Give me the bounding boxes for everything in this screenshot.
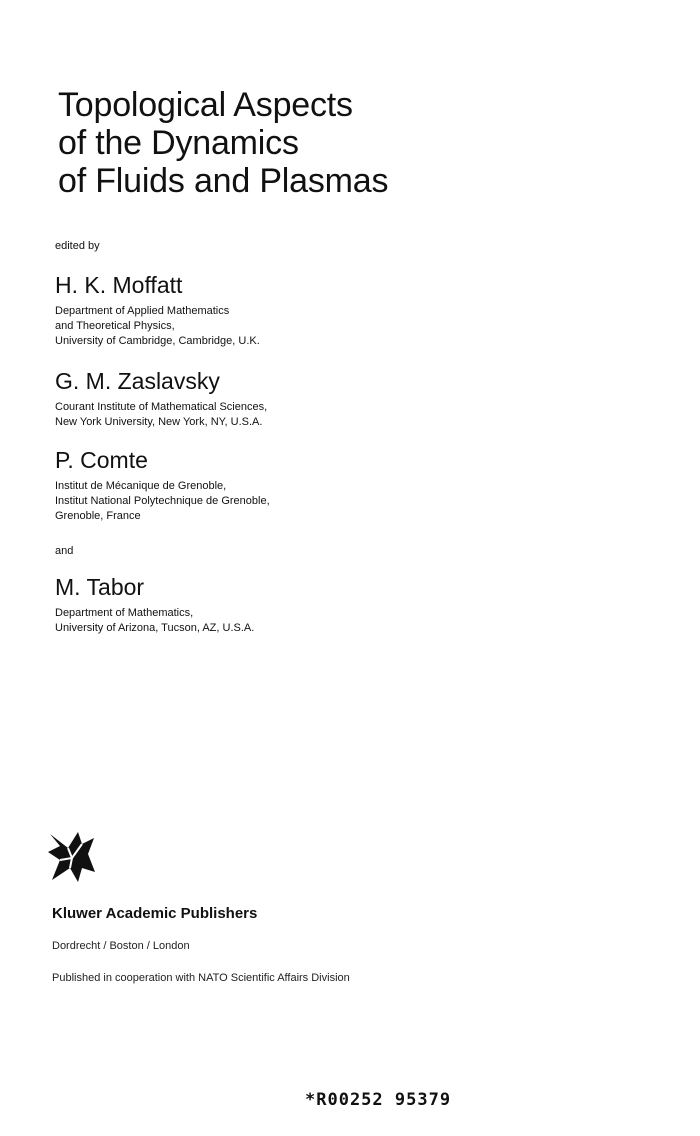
editor-tabor — [55, 574, 254, 636]
editor-zaslavsky — [55, 368, 267, 430]
affiliation-line: Courant Institute of Mathematical Sciences, — [55, 401, 268, 413]
publisher-logo-icon — [48, 832, 96, 882]
affiliation-line: Institut National Polytechnique de Grenoble, — [55, 495, 270, 507]
editor-affiliation — [55, 606, 254, 636]
title-line: Topological Aspects — [58, 86, 353, 124]
affiliation-line: New York University, New York, NY, U.S.A. — [55, 416, 263, 428]
edited-by-label: edited by — [55, 240, 100, 252]
title-line: of Fluids and Plasmas — [58, 162, 389, 200]
editor-name: G. M. Zaslavsky — [55, 368, 220, 394]
book-title — [58, 86, 388, 200]
editor-comte — [55, 447, 270, 524]
affiliation-line: University of Arizona, Tucson, AZ, U.S.A. — [55, 622, 255, 634]
editor-affiliation — [55, 400, 267, 430]
publisher-cities: Dordrecht / Boston / London — [52, 940, 190, 952]
editor-name: P. Comte — [55, 447, 148, 473]
affiliation-line: Grenoble, France — [55, 510, 141, 522]
affiliation-line: Department of Applied Mathematics — [55, 305, 230, 317]
affiliation-line: Institut de Mécanique de Grenoble, — [55, 480, 227, 492]
cooperation-note: Published in cooperation with NATO Scientific Affairs Division — [52, 972, 350, 984]
editor-name: H. K. Moffatt — [55, 272, 183, 298]
and-label: and — [55, 545, 74, 557]
editor-affiliation — [55, 479, 270, 524]
catalog-number: *R00252 95379 — [305, 1090, 452, 1110]
affiliation-line: University of Cambridge, Cambridge, U.K. — [55, 335, 260, 347]
affiliation-line: and Theoretical Physics, — [55, 320, 175, 332]
affiliation-line: Department of Mathematics, — [55, 607, 194, 619]
publisher-name: Kluwer Academic Publishers — [52, 905, 258, 922]
title-line: of the Dynamics — [58, 124, 299, 162]
editor-affiliation — [55, 304, 260, 349]
editor-moffatt — [55, 272, 260, 349]
editor-name: M. Tabor — [55, 574, 145, 600]
